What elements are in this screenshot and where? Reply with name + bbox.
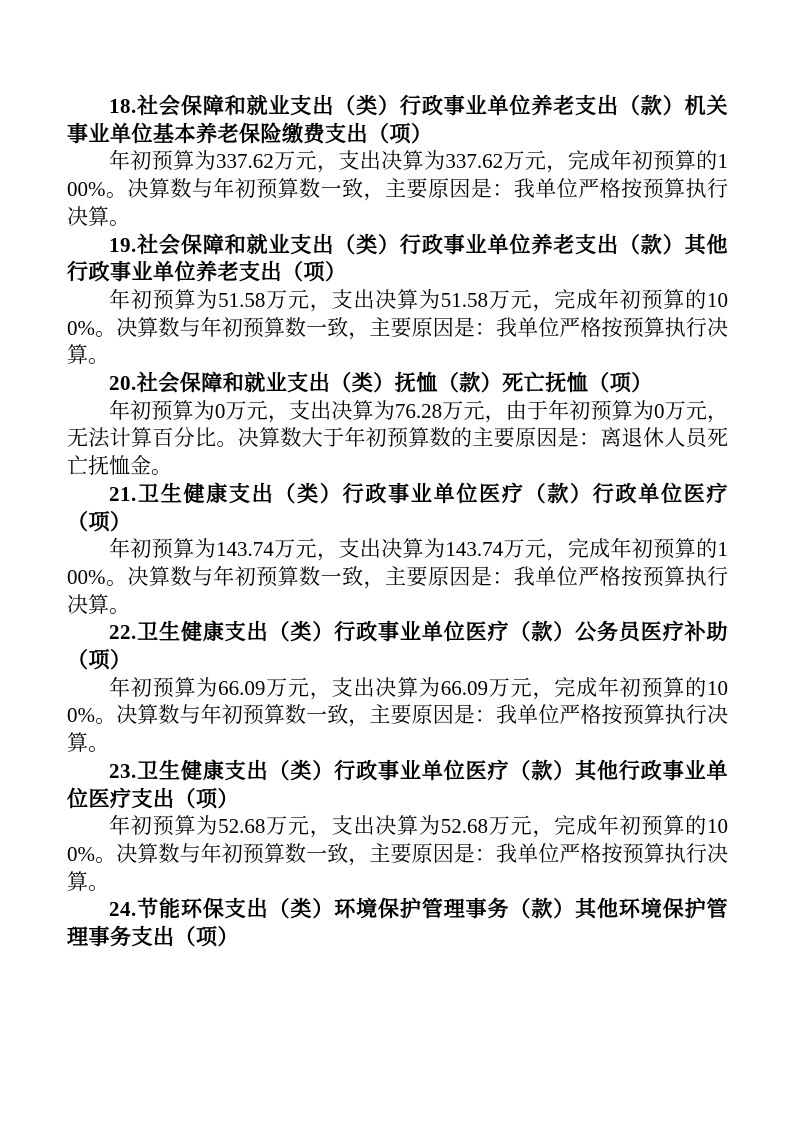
section-21 — [67, 481, 728, 620]
section-heading: 20.社会保障和就业支出（类）抚恤（款）死亡抚恤（项） — [109, 371, 653, 396]
section-heading: 19.社会保障和就业支出（类）行政事业单位养老支出（款）其他行政事业单位养老支出（项） — [67, 232, 728, 285]
section-heading: 24.节能环保支出（类）环境保护管理事务（款）其他环境保护管理事务支出（项） — [67, 897, 728, 950]
section-body: 年初预算为51.58万元，支出决算为51.58万元，完成年初预算的100%。决算数与年初预算数一致，主要原因是：我单位严格按预算执行决算。 — [67, 287, 728, 368]
section-23 — [67, 758, 728, 897]
section-body: 年初预算为0万元，支出决算为76.28万元，由于年初预算为0万元，无法计算百分比。决算数大于年初预算数的主要原因是：离退休人员死亡抚恤金。 — [67, 398, 728, 479]
section-heading: 18.社会保障和就业支出（类）行政事业单位养老支出（款）机关事业单位基本养老保险缴费支出（项） — [67, 94, 728, 146]
section-body: 年初预算为52.68万元，支出决算为52.68万元，完成年初预算的100%。决算数与年初预算数一致，主要原因是：我单位严格按预算执行决算。 — [67, 814, 728, 894]
section-body: 年初预算为143.74万元，支出决算为143.74万元，完成年初预算的100%。决算数与年初预算数一致，主要原因是：我单位严格按预算执行决算。 — [67, 537, 728, 617]
section-body: 年初预算为66.09万元，支出决算为66.09万元，完成年初预算的100%。决算数与年初预算数一致，主要原因是：我单位严格按预算执行决算。 — [67, 675, 728, 756]
section-heading: 22.卫生健康支出（类）行政事业单位医疗（款）公务员医疗补助（项） — [67, 620, 728, 673]
section-20 — [67, 370, 728, 481]
section-18 — [67, 93, 728, 232]
section-19 — [67, 232, 728, 371]
section-22 — [67, 619, 728, 758]
section-heading: 21.卫生健康支出（类）行政事业单位医疗（款）行政单位医疗（项） — [67, 481, 728, 534]
section-heading: 23.卫生健康支出（类）行政事业单位医疗（款）其他行政事业单位医疗支出（项） — [67, 758, 728, 811]
section-24 — [67, 896, 728, 951]
section-body: 年初预算为337.62万元，支出决算为337.62万元，完成年初预算的100%。决算数与年初预算数一致，主要原因是：我单位严格按预算执行决算。 — [67, 149, 728, 229]
